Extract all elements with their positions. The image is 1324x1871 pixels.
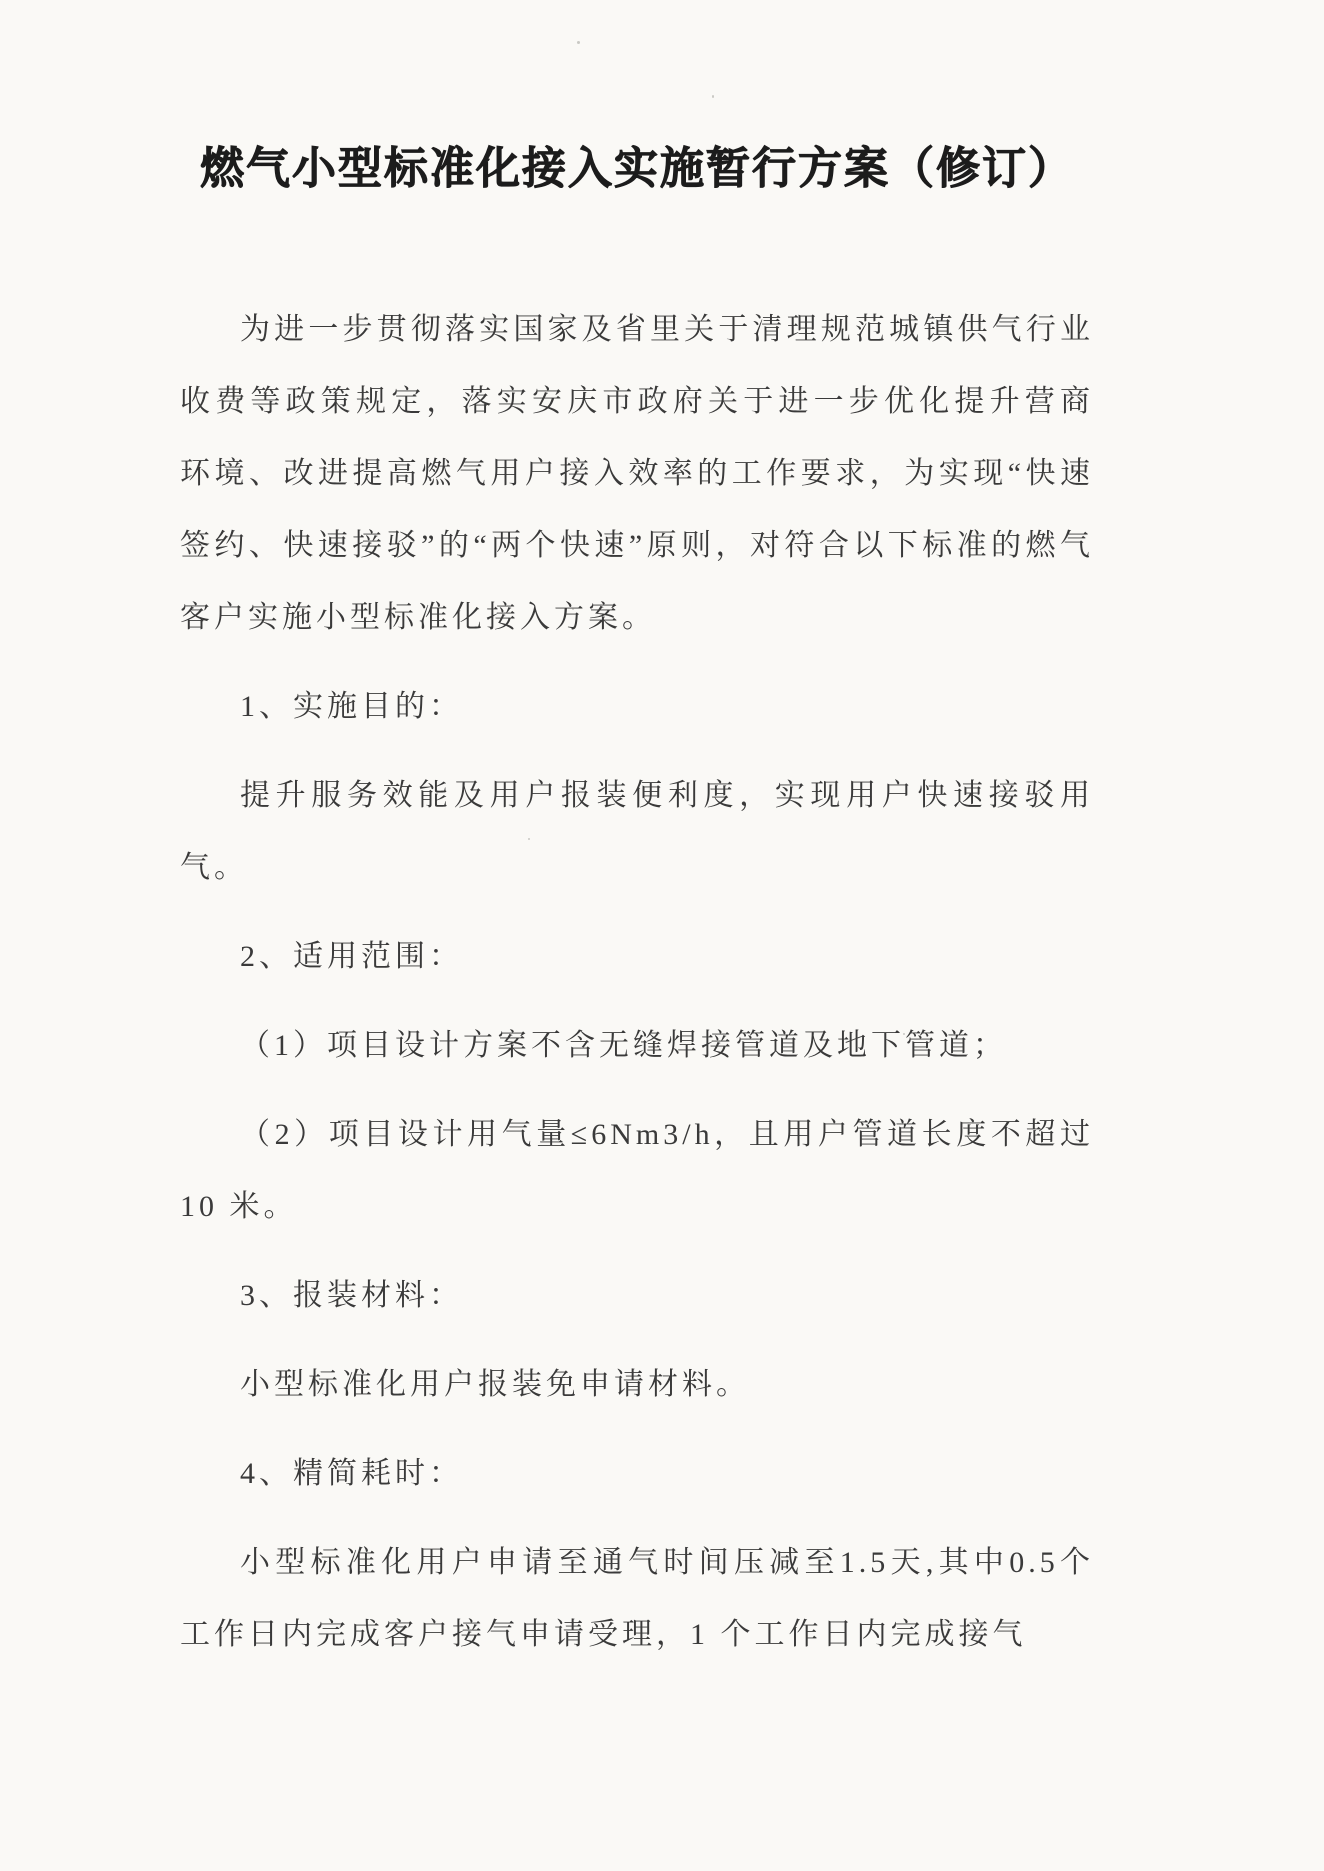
implementation-purpose-paragraph: 提升服务效能及用户报装便利度，实现用户快速接驳用气。: [180, 778, 1094, 884]
scope-item-1: （1）项目设计方案不含无缝焊接管道及地下管道；: [240, 1028, 1007, 1062]
scan-speck: [712, 95, 714, 98]
scan-speck: [572, 608, 574, 610]
section-heading-time-reduction: 4、精简耗时：: [240, 1456, 463, 1490]
scan-speck: [528, 838, 530, 840]
section-heading-application-materials: 3、报装材料：: [240, 1278, 463, 1312]
document-title: 燃气小型标准化接入实施暂行方案（修订）: [200, 144, 1074, 193]
document-body: [180, 294, 1094, 1671]
intro-paragraph: 为进一步贯彻落实国家及省里关于清理规范城镇供气行业收费等政策规定，落实安庆市政府关于进一步优化提升营商环境、改进提高燃气用户接入效率的工作要求，为实现“快速签约、快速接驳”的“两个快速”原则，对符合以下标准的燃气客户实施小型标准化接入方案。: [180, 312, 1094, 634]
section-heading-applicable-scope: 2、适用范围：: [240, 939, 463, 973]
scan-speck: [903, 1033, 905, 1035]
time-reduction-paragraph: 小型标准化用户申请至通气时间压减至1.5天,其中0.5个工作日内完成客户接气申请受理，1 个工作日内完成接气: [180, 1545, 1094, 1651]
scan-speck: [577, 41, 580, 44]
section-heading-implementation-purpose: 1、实施目的：: [240, 689, 463, 723]
scope-item-2: （2）项目设计用气量≤6Nm3/h，且用户管道长度不超过10 米。: [180, 1117, 1094, 1223]
application-materials-paragraph: 小型标准化用户报装免申请材料。: [240, 1367, 750, 1401]
